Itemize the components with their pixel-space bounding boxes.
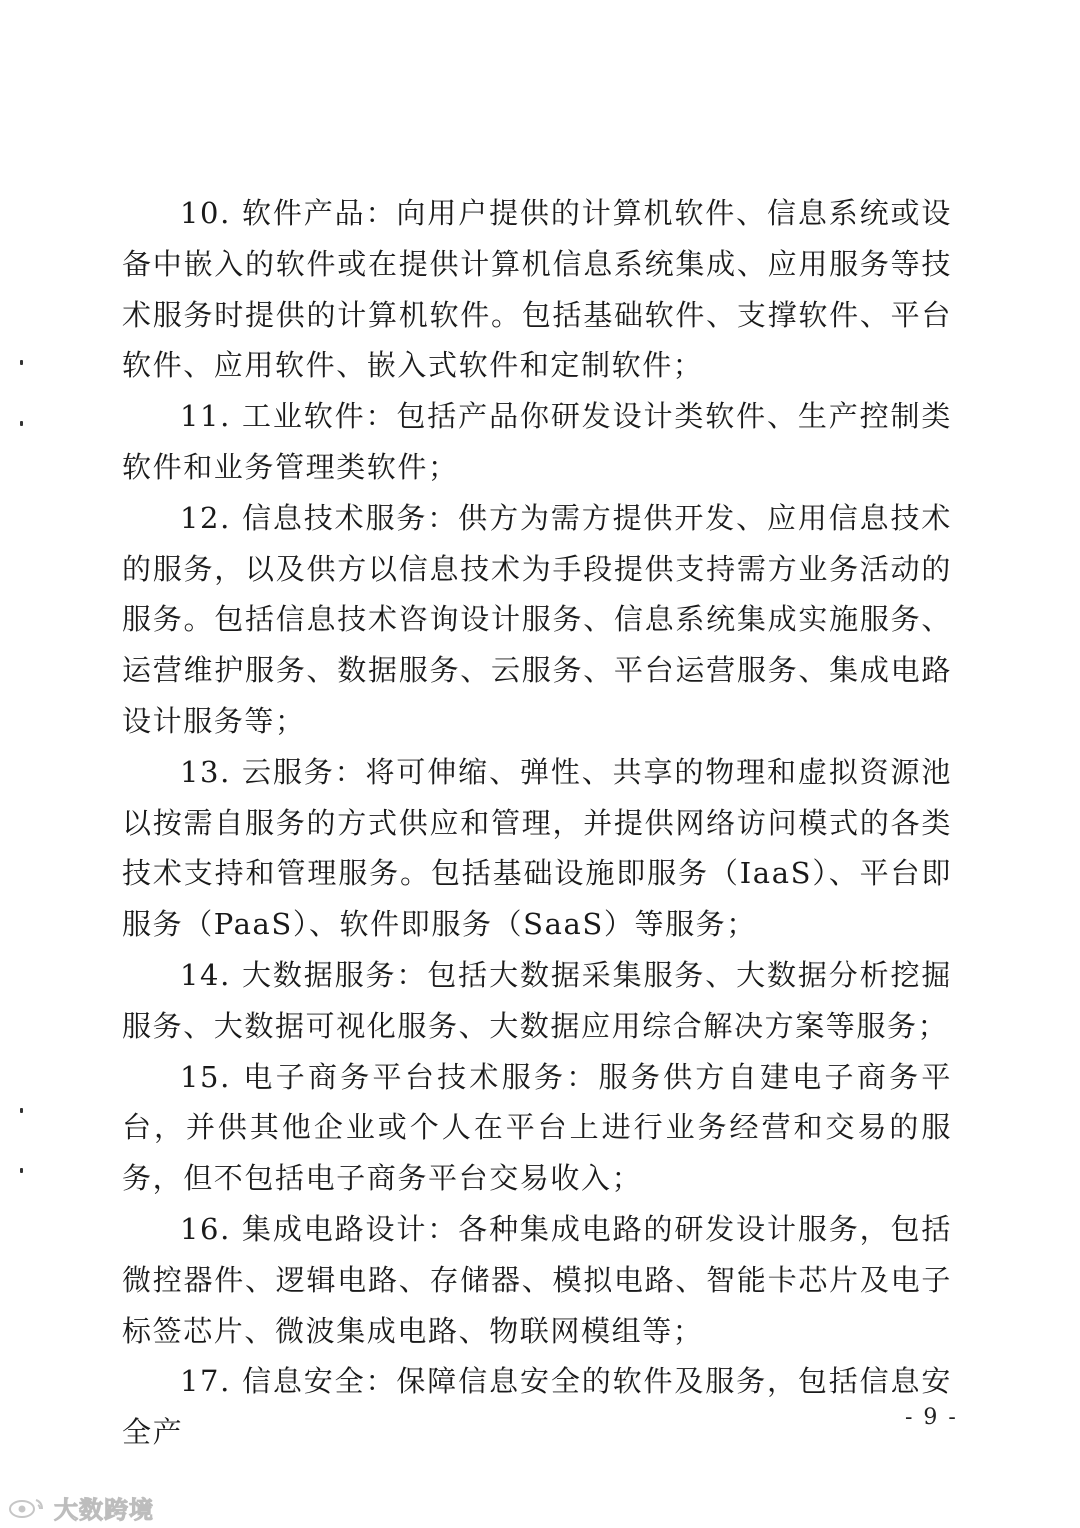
paragraph-item-16: 16. 集成电路设计：各种集成电路的研发设计服务，包括微控器件、逻辑电路、存储器、模拟电路、智能卡芯片及电子标签芯片、微波集成电路、物联网模组等； [122,1211,952,1348]
paragraph-item-13: 13. 云服务：将可伸缩、弹性、共享的物理和虚拟资源池以按需自服务的方式供应和管理，并提供网络访问模式的各类技术支持和管理服务。包括基础设施即服务（IaaS）、平台即服务（PaaS）、软件即服务（SaaS）等服务； [122,754,952,942]
watermark-text: 大数跨境 [54,1496,154,1524]
scan-mark [20,1168,23,1173]
document-body [122,188,952,1458]
paragraph-item-10: 10. 软件产品：向用户提供的计算机软件、信息系统或设备中嵌入的软件或在提供计算机信息系统集成、应用服务等技术服务时提供的计算机软件。包括基础软件、支撑软件、平台软件、应用软件、嵌入式软件和定制软件； [122,196,952,383]
paragraph-item-11: 11. 工业软件：包括产品你研发设计类软件、生产控制类软件和业务管理类软件； [122,399,952,484]
weibo-eye-logo-icon [8,1496,48,1520]
watermark [8,1490,154,1525]
scan-mark [20,421,23,426]
scan-mark [20,360,23,365]
paragraph-item-12: 12. 信息技术服务：供方为需方提供开发、应用信息技术的服务，以及供方以信息技术为手段提供支持需方业务活动的服务。包括信息技术咨询设计服务、信息系统集成实施服务、运营维护服务、数据服务、云服务、平台运营服务、集成电路设计服务等； [122,500,952,738]
paragraph-item-14: 14. 大数据服务：包括大数据采集服务、大数据分析挖掘服务、大数据可视化服务、大数据应用综合解决方案等服务； [122,957,952,1043]
paragraph-item-15: 15. 电子商务平台技术服务：服务供方自建电子商务平台，并供其他企业或个人在平台上进行业务经营和交易的服务，但不包括电子商务平台交易收入； [122,1059,952,1196]
page-number: - 9 - [905,1405,958,1430]
paragraph-item-17: 17. 信息安全：保障信息安全的软件及服务，包括信息安全产 [122,1364,952,1450]
scan-mark [20,1108,23,1113]
